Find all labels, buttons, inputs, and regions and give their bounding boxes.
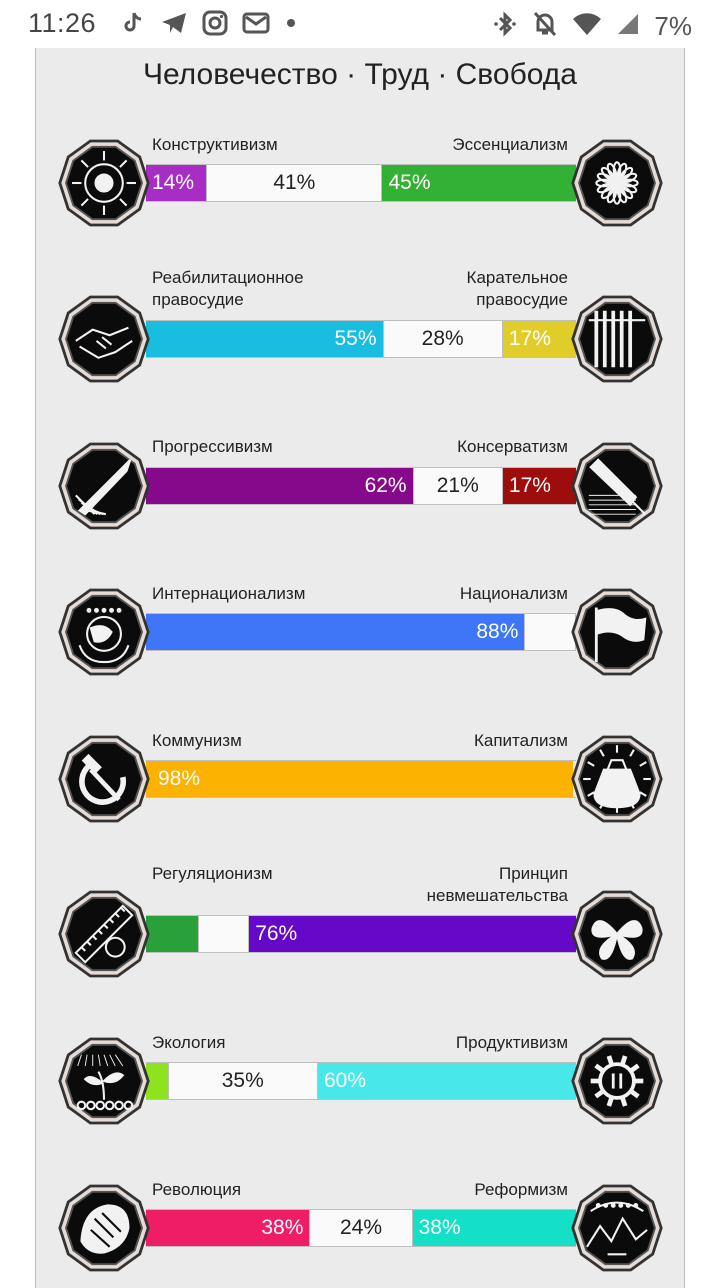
quill-pen-icon: [570, 439, 664, 533]
right-percent-segment: 17%: [503, 321, 576, 357]
flower-icon: [570, 136, 664, 230]
axis-left-label: Интернационализм: [152, 584, 306, 603]
page-title: Человечество · Труд · Свобода: [142, 58, 577, 91]
axis-left-label: Конструктивизм: [152, 135, 278, 154]
right-percent-segment: 17%: [503, 468, 576, 504]
right-percent-segment: 38%: [413, 1210, 576, 1246]
neutral-percent-segment: 24%: [309, 1210, 412, 1246]
neutral-percent-segment: 41%: [206, 165, 382, 201]
globe-icon: [57, 585, 151, 679]
axis-bar: [146, 613, 576, 651]
axis-bar: [146, 467, 576, 505]
axis-right-label: Капитализм: [473, 731, 568, 750]
left-percent-segment: 88%: [146, 614, 524, 650]
flag-icon: [570, 585, 664, 679]
neutral-percent-segment: [198, 916, 250, 952]
handshake-icon: [57, 292, 151, 386]
axis-bar: [146, 915, 576, 953]
axis-right-label: Принцип невмешательства: [426, 864, 568, 905]
axis-right-label: Национализм: [459, 584, 568, 603]
axis-bar: [146, 1062, 576, 1100]
axis-left-label: Революция: [152, 1180, 242, 1199]
axis-right-label: Карательное правосудие: [466, 268, 568, 309]
left-percent-segment: 38%: [146, 1210, 309, 1246]
prison-bars-icon: [570, 292, 664, 386]
axis-left-label: Прогрессивизм: [152, 437, 273, 456]
axis-bar: [146, 1209, 576, 1247]
left-percent-segment: [146, 916, 198, 952]
butterfly-icon: [570, 887, 664, 981]
left-percent-segment: 62%: [146, 468, 413, 504]
left-percent-segment: 55%: [146, 321, 383, 357]
axis-right-label: Консерватизм: [457, 437, 568, 456]
axis-bar: [146, 164, 576, 202]
hammer-sickle-icon: [57, 732, 151, 826]
neutral-percent-segment: 28%: [383, 321, 503, 357]
landscape-icon: [570, 1181, 664, 1275]
axis-left-label: Регуляционизм: [152, 864, 273, 883]
eye-web-icon: [57, 136, 151, 230]
axis-bar: [146, 760, 576, 798]
neutral-percent-segment: [524, 614, 576, 650]
neutral-percent-segment: 21%: [413, 468, 503, 504]
right-percent-segment: 76%: [249, 916, 576, 952]
status-time: 11:26: [28, 8, 97, 38]
axis-right-label: Эссенциализм: [452, 135, 568, 154]
right-percent-segment: 98%: [152, 761, 573, 797]
axis-left-label: Реабилитационное правосудие: [152, 268, 304, 309]
rocket-icon: [57, 439, 151, 533]
left-percent-segment: 14%: [146, 165, 206, 201]
right-percent-segment: 60%: [318, 1063, 576, 1099]
axis-right-label: Продуктивизм: [455, 1033, 568, 1052]
gear-icon: [570, 1034, 664, 1128]
axis-bar: [146, 320, 576, 358]
battery-percent: 7%: [654, 11, 692, 41]
ruler-icon: [57, 887, 151, 981]
money-bag-icon: [570, 732, 664, 826]
axis-right-label: Реформизм: [474, 1180, 568, 1199]
fist-icon: [57, 1181, 151, 1275]
right-percent-segment: 45%: [382, 165, 576, 201]
axis-left-label: Экология: [152, 1033, 226, 1052]
neutral-percent-segment: 35%: [168, 1063, 319, 1099]
axis-left-label: Коммунизм: [152, 731, 242, 750]
sprout-icon: [57, 1034, 151, 1128]
